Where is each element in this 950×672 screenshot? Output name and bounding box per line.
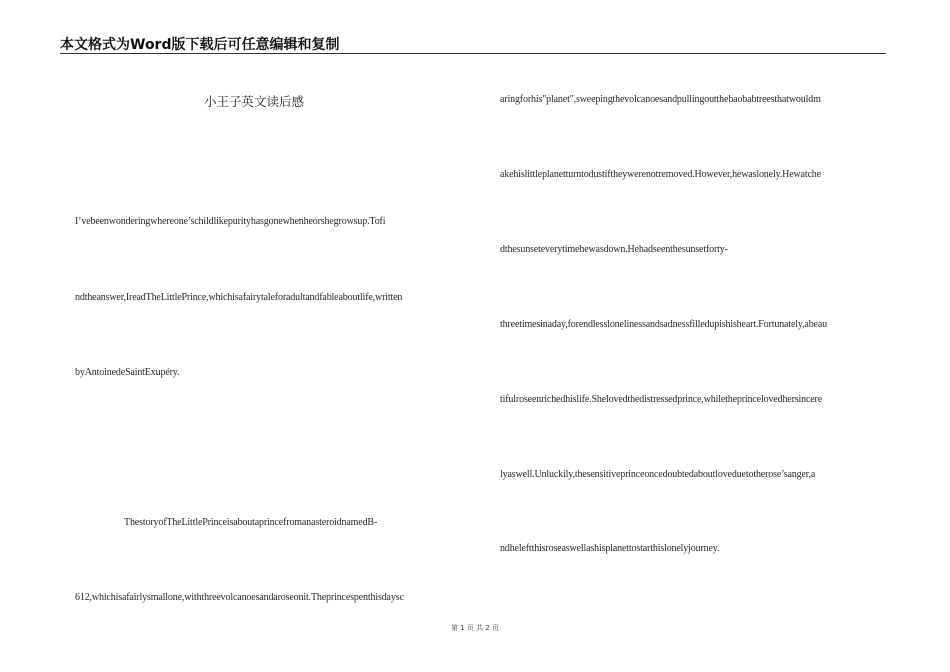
page-number: 第 1 页 共 2 页 [450, 624, 500, 632]
paragraph-line: I’vebeenwonderingwhereone’schildlikepurityhasgonewhenheorshegrowsup.Tofi [75, 216, 386, 227]
paragraph-line: aringforhis"planet",sweepingthevolcanoesandpullingoutthebaobabtreesthatwouldm [500, 94, 821, 105]
header-divider [60, 53, 886, 54]
paragraph-line: ThestoryofTheLittlePrinceisaboutaprincefromanasteroidnamedB- [124, 517, 378, 528]
paragraph-line: threetimesinaday,forendlesslonelinessandsadnessfilledupishisheart.Fortunately,abeau [500, 319, 827, 330]
paragraph-line: lyaswell.Unluckily,thesensitiveprinceoncedoubtedaboutloveduetotherose’sanger,a [500, 469, 816, 480]
document-title: 小王子英文读后感 [204, 94, 305, 109]
header-title: 本文格式为Word版下载后可任意编辑和复制 [60, 37, 340, 53]
paragraph-line: tifulroseenrichedhislife.Shelovedthedistressedprince,whiletheprincelovedhersincere [500, 394, 823, 405]
paragraph-line: dthesunseteverytimehewasdown.Hehadseenthesunsetforty- [500, 244, 728, 255]
paragraph-line: akehislittleplanetturntodustiftheywerenotremoved.However,hewaslonely.Hewatche [500, 169, 821, 180]
paragraph-line: ndheleftthisroseaswellashisplanettostarthislonelyjourney. [500, 543, 720, 554]
paragraph-line: byAntoinedeSaintExupéry. [75, 367, 180, 378]
paragraph-line: 612,whichisafairlysmallone,withthreevolcanoesandaroseonit.Theprincespenthisdaysc [75, 592, 404, 603]
paragraph-line: ndtheanswer,IreadTheLittlePrince,whichisafairytaleforadultandfableaboutlife,written [75, 292, 403, 303]
